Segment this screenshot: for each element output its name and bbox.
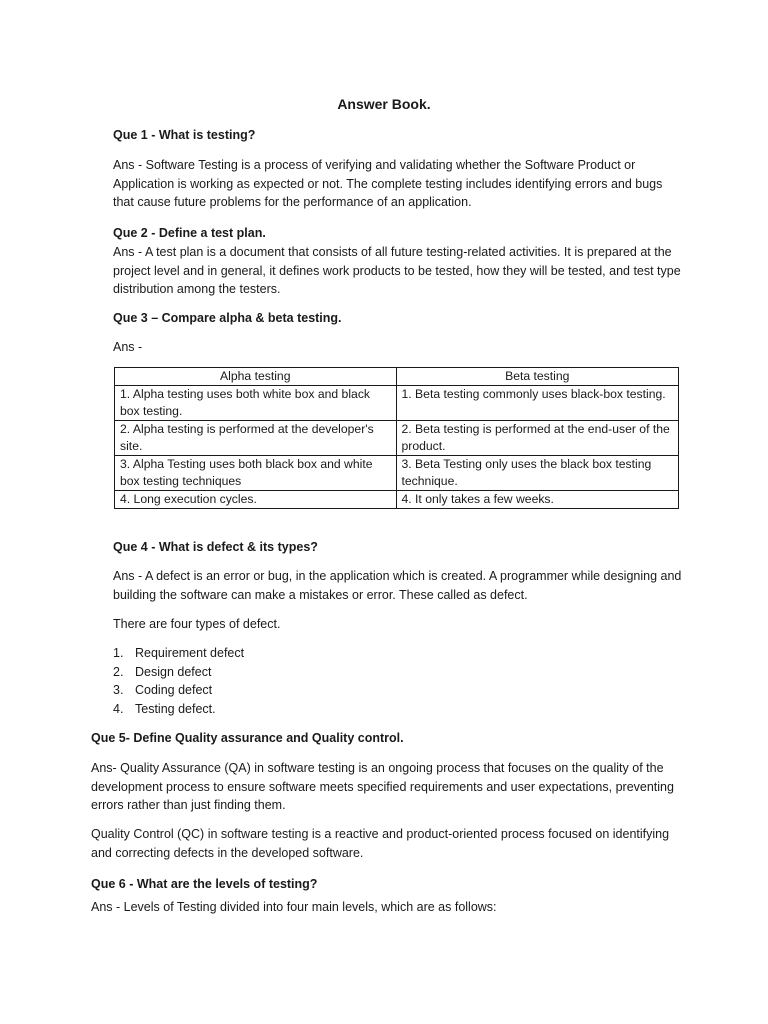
list-item-label: Design defect <box>135 664 212 679</box>
answer-5-qa: Ans- Quality Assurance (QA) in software testing is an ongoing process that focuses on the quality of the development process to ensure software meets specified requirements and user expectations, preventing errors rather than just finding them. <box>91 761 674 812</box>
question-4: Que 4 - What is defect & its types? <box>113 540 318 554</box>
list-item <box>113 700 244 719</box>
table-row <box>115 491 679 509</box>
table-row <box>115 421 679 456</box>
answer-6: Ans - Levels of Testing divided into four main levels, which are as follows: <box>91 900 497 914</box>
page-title: Answer Book. <box>337 96 431 112</box>
question-3: Que 3 – Compare alpha & beta testing. <box>113 311 342 325</box>
answer-1: Ans - Software Testing is a process of verifying and validating whether the Software Product or Application is working as expected or not. The complete testing includes identifying errors and bugs that cause future problems for the performance of an application. <box>113 158 663 209</box>
question-5: Que 5- Define Quality assurance and Quality control. <box>91 731 404 745</box>
question-2: Que 2 - Define a test plan. <box>113 226 266 240</box>
list-item <box>113 644 244 663</box>
answer-5-qc: Quality Control (QC) in software testing is a reactive and product-oriented process focused on identifying and correcting defects in the developed software. <box>91 827 670 860</box>
table-cell-alpha: 4. Long execution cycles. <box>115 491 397 509</box>
list-item-label: Testing defect. <box>135 702 216 717</box>
table-header-beta: Beta testing <box>396 368 679 386</box>
table-header-row <box>115 368 679 386</box>
defect-types-intro: There are four types of defect. <box>113 617 281 631</box>
question-1: Que 1 - What is testing? <box>113 128 256 142</box>
answer-4: Ans - A defect is an error or bug, in the application which is created. A programmer while designing and building the software can make a mistakes or error. These called as defect. <box>113 569 682 602</box>
list-item <box>113 681 244 700</box>
defect-types-list <box>113 644 244 719</box>
table-cell-alpha: 2. Alpha testing is performed at the developer's site. <box>115 421 397 456</box>
table-cell-beta: 3. Beta Testing only uses the black box testing technique. <box>396 456 679 491</box>
list-item-number: 4. <box>113 702 124 717</box>
question-6: Que 6 - What are the levels of testing? <box>91 877 318 891</box>
table-row <box>115 456 679 491</box>
answer-2: Ans - A test plan is a document that consists of all future testing-related activities. It is prepared at the project level and in general, it defines work products to be tested, how they will be tested, and test type distribution among the testers. <box>113 245 681 296</box>
list-item-number: 1. <box>113 646 124 660</box>
list-item-number: 3. <box>113 683 124 698</box>
table-cell-beta: 4. It only takes a few weeks. <box>396 491 679 509</box>
table-cell-beta: 1. Beta testing commonly uses black-box testing. <box>396 386 679 421</box>
table-header-alpha: Alpha testing <box>115 368 397 386</box>
list-item-number: 2. <box>113 664 124 679</box>
alpha-beta-comparison-table <box>114 367 679 509</box>
table-row <box>115 386 679 421</box>
table-cell-beta: 2. Beta testing is performed at the end-user of the product. <box>396 421 679 456</box>
answer-3: Ans - <box>113 340 143 354</box>
list-item-label: Coding defect <box>135 683 213 698</box>
list-item-label: Requirement defect <box>135 646 245 660</box>
table-cell-alpha: 1. Alpha testing uses both white box and black box testing. <box>115 386 397 421</box>
list-item <box>113 663 244 682</box>
table-cell-alpha: 3. Alpha Testing uses both black box and white box testing techniques <box>115 456 397 491</box>
